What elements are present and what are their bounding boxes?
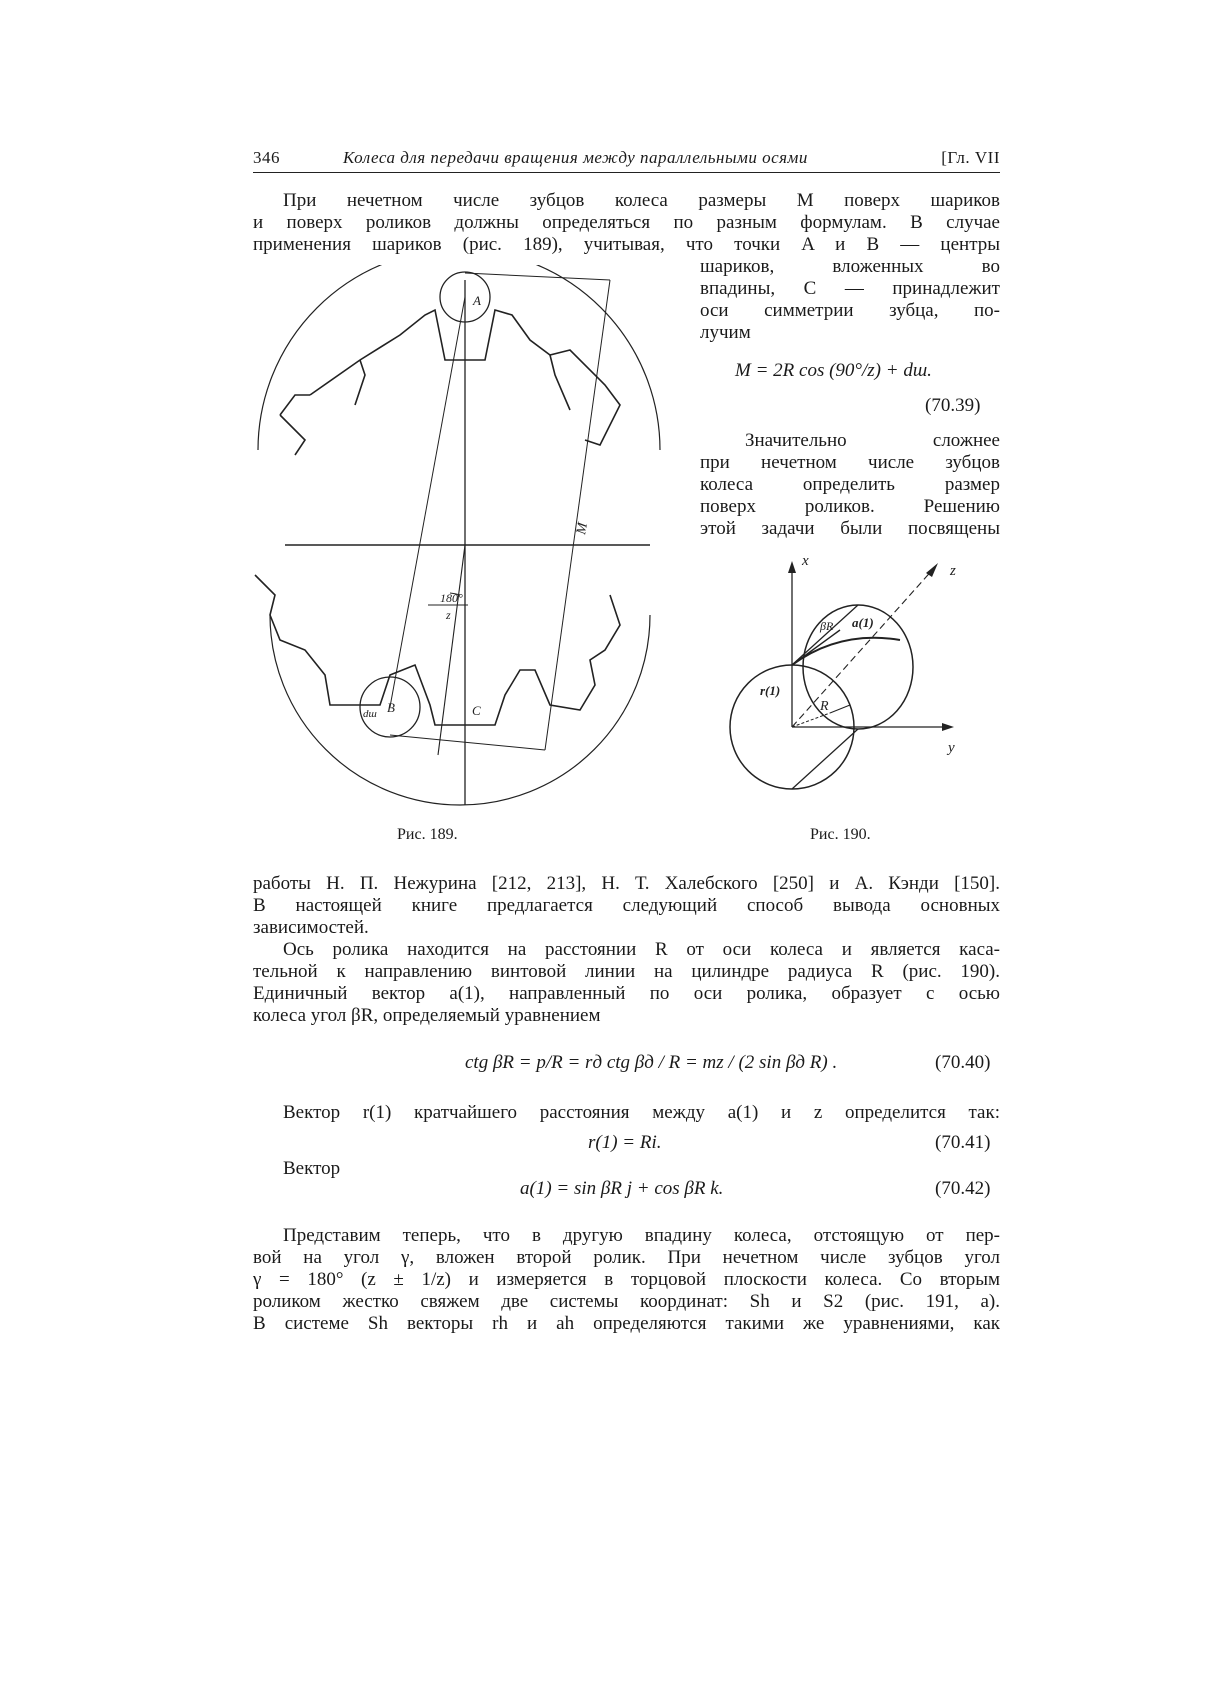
label-z: z [950,563,956,579]
rc-para2-line-1: Значительно сложнее [745,430,1000,451]
figure-189 [250,265,680,830]
equation-70-40-number: (70.40) [935,1052,991,1073]
p5-line-3: γ = 180° (z ± 1/z) и измеряется в торцовой плоскости колеса. Со вторым [253,1269,1000,1290]
label-B: B [387,700,395,715]
p5-line-4: роликом жестко свяжем две системы координат: Sh и S2 (рис. 191, a). [253,1291,1000,1312]
intro-line-3: применения шариков (рис. 189), учитывая, что точки A и B — центры [253,234,1000,255]
rc-line-3: оси симметрии зубца, по- [700,300,1000,321]
p2-line-1: Ось ролика находится на расстоянии R от оси колеса и является каса- [283,939,1000,960]
rc-para2-line-2: при нечетном числе зубцов [700,452,1000,473]
label-r: r(1) [760,683,781,698]
equation-70-41: r(1) = Ri. [588,1132,662,1153]
formula-70-39-number: (70.39) [925,395,981,416]
rc-line-4: лучим [700,322,751,343]
figure-190 [710,555,990,830]
p1-line-2: В настоящей книге предлагается следующий способ вывода основных [253,895,1000,916]
rc-para2-line-4: поверх роликов. Решению [700,496,1000,517]
label-A: A [473,293,481,308]
p1-line-1: работы Н. П. Нежурина [212, 213], Н. Т. Халебского [250] и А. Кэнди [150]. [253,873,1000,894]
equation-70-42: a(1) = sin βR j + cos βR k. [520,1178,724,1199]
running-title: Колеса для передачи вращения между параллельными осями [343,148,808,167]
fig190-caption: Рис. 190. [810,826,871,843]
formula-70-39: M = 2R cos (90°/z) + dш. [735,360,932,381]
label-x: x [802,555,809,569]
p2-line-3: Единичный вектор a(1), направленный по оси ролика, образует с осью [253,983,1000,1004]
label-a: a(1) [852,615,874,630]
label-C: C [472,703,481,718]
p5-line-2: вой на угол γ, вложен второй ролик. При нечетном числе зубцов угол [253,1247,1000,1268]
label-angle-num: 180° [440,591,463,605]
chapter-label: [Гл. VII [941,148,1000,167]
intro-line-1: При нечетном числе зубцов колеса размеры M поверх шариков [283,190,1000,211]
label-M: M [574,521,591,536]
equation-70-41-number: (70.41) [935,1132,991,1153]
running-header [253,148,1000,174]
label-beta: βR [820,619,834,633]
rc-line-2: впадины, C — принадлежит [700,278,1000,299]
fig189-caption: Рис. 189. [397,826,458,843]
header-rule [253,172,1000,173]
intro-line-2: и поверх роликов должны определяться по разным формулам. В случае [253,212,1000,233]
p4-label: Вектор [283,1158,341,1179]
label-angle-den: z [446,608,451,622]
equation-70-40: ctg βR = p/R = rд ctg βд / R = mz / (2 sin βд R) . [465,1052,838,1073]
p3-line: Вектор r(1) кратчайшего расстояния между a(1) и z определится так: [283,1102,1000,1123]
equation-70-42-number: (70.42) [935,1178,991,1199]
label-dsh: dш [363,708,377,720]
p2-line-2: тельной к направлению винтовой линии на цилиндре радиуса R (рис. 190). [253,961,1000,982]
p1-line-3: зависимостей. [253,917,369,938]
p5-line-5: В системе Sh векторы rh и ah определяются такими же уравнениями, как [253,1313,1000,1334]
rc-para2-line-5: этой задачи были посвящены [700,518,1000,539]
rc-para2-line-3: колеса определить размер [700,474,1000,495]
p5-line-1: Представим теперь, что в другую впадину колеса, отстоящую от пер- [283,1225,1000,1246]
p2-line-4: колеса угол βR, определяемый уравнением [253,1005,601,1026]
rc-line-1: шариков, вложенных во [700,256,1000,277]
label-R: R [820,699,829,714]
label-y: y [948,740,955,756]
page-number: 346 [253,148,280,167]
